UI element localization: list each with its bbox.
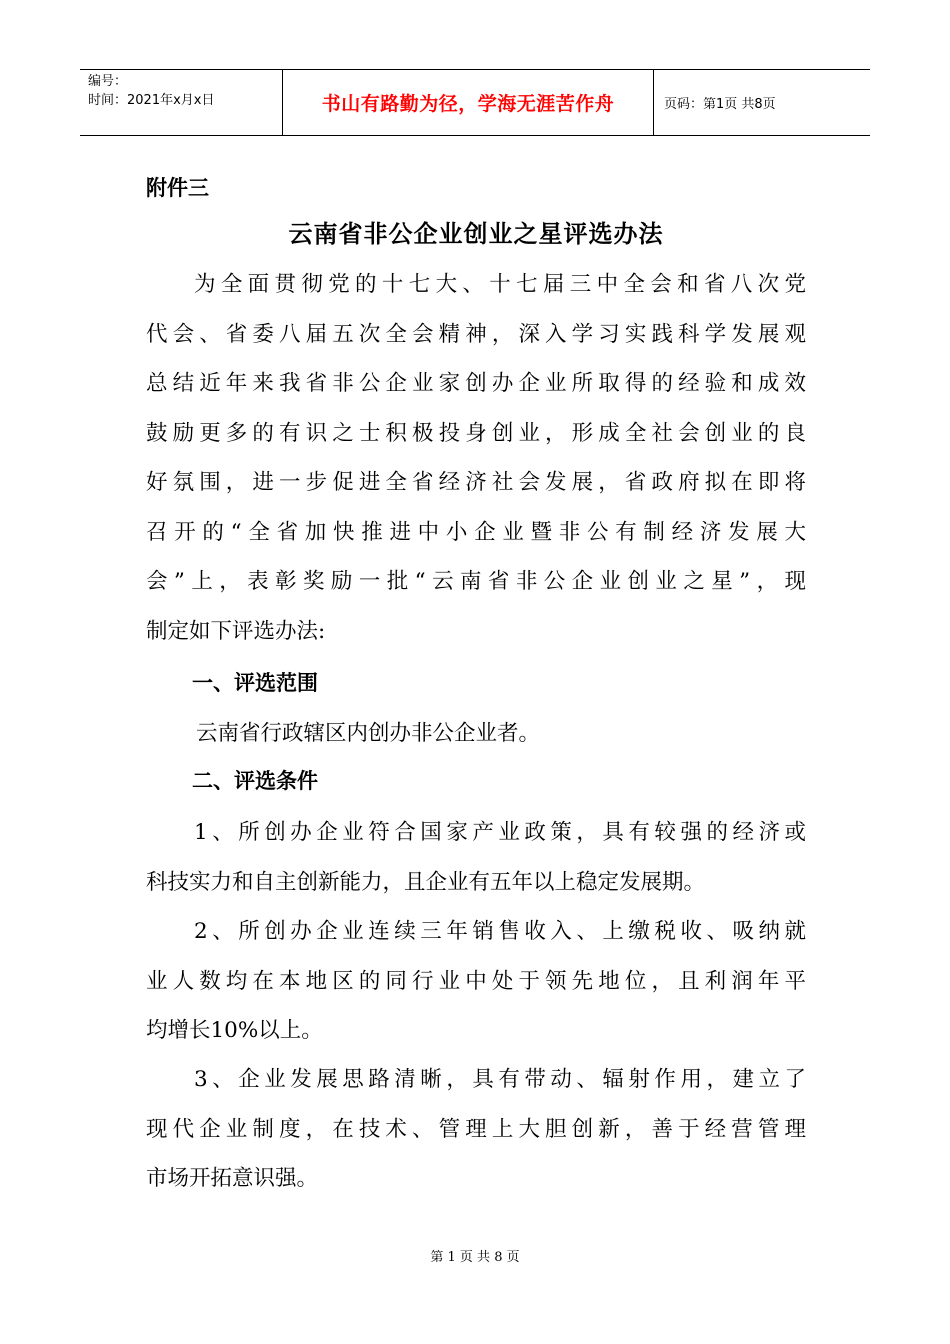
scope-paragraph — [146, 709, 806, 759]
intro-line: 总结近年来我省非公企业家创办企业所取得的经验和成效 — [146, 371, 806, 396]
item-line: 市场开拓意识强。 — [146, 1166, 319, 1191]
intro-line: 召开的“全省加快推进中小企业暨非公有制经济发展大 — [146, 519, 806, 545]
item-line: 科技实力和自主创新能力，且企业有五年以上稳定发展期。 — [146, 869, 706, 895]
item-line: 3、企业发展思路清晰，具有带动、辐射作用，建立了 — [194, 1067, 806, 1092]
intro-line: 为全面贯彻党的十七大、十七届三中全会和省八次党 — [194, 272, 806, 297]
header-motto: 书山有路勤为径，学海无涯苦作舟 — [283, 70, 654, 135]
item-line: 均增长10%以上。 — [146, 1018, 323, 1043]
intro-paragraph — [146, 260, 806, 656]
section-heading-conditions: 二、评选条件 — [192, 769, 318, 793]
attachment-label: 附件三 — [146, 176, 209, 200]
number-label: 编号： — [88, 74, 128, 89]
intro-line: 代会、省委八届五次全会精神，深入学习实践科学发展观 — [146, 321, 806, 347]
item-line: 业人数均在本地区的同行业中处于领先地位，且利润年平 — [146, 968, 806, 994]
condition-item-1 — [146, 808, 806, 907]
intro-line: 好氛围，进一步促进全省经济社会发展，省政府拟在即将 — [146, 470, 806, 495]
intro-line: 会”上，表彰奖励一批“云南省非公企业创业之星”，现 — [146, 569, 806, 594]
item-line: 1、所创办企业符合国家产业政策，具有较强的经济或 — [194, 820, 806, 845]
page-footer: 第 1 页 共 8 页 — [430, 1250, 520, 1265]
intro-line: 鼓励更多的有识之士积极投身创业，形成全社会创业的良 — [146, 420, 806, 446]
scope-line: 云南省行政辖区内创办非公企业者。 — [196, 721, 541, 746]
intro-line: 制定如下评选办法: — [146, 618, 326, 644]
document-title: 云南省非公企业创业之星评选办法 — [288, 220, 664, 248]
header-table — [80, 69, 870, 136]
header-meta — [80, 70, 283, 135]
date-label: 时间：2021年x月x日 — [88, 93, 215, 108]
section-heading-scope: 一、评选范围 — [192, 671, 318, 695]
header-page-label: 页码：第1页 共8页 — [664, 97, 776, 112]
item-line: 现代企业制度，在技术、管理上大胆创新，善于经营管理 — [146, 1116, 806, 1142]
item-line: 2、所创办企业连续三年销售收入、上缴税收、吸纳就 — [194, 919, 806, 944]
condition-item-2 — [146, 907, 806, 1056]
condition-item-3 — [146, 1055, 806, 1204]
